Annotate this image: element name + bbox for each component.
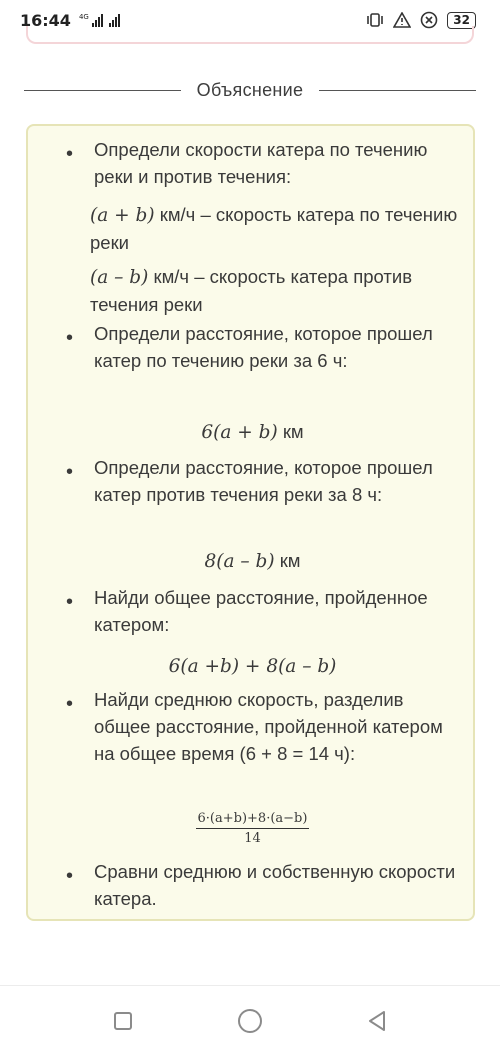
signal-icon-2 — [109, 14, 120, 27]
step-5-text: Найди среднюю скорость, разделив общее расстояние, пройденной катером на общее время (6 + 8 = 14 ч): — [94, 689, 443, 764]
home-button[interactable] — [230, 1001, 270, 1041]
step-3-text: Определи расстояние, которое прошел катер против течения реки за 8 ч: — [94, 457, 433, 505]
step-1a-text: км/ч – скорость катера по течению реки — [90, 204, 458, 253]
bullet-icon: • — [66, 143, 74, 165]
triangle-back-icon — [366, 1009, 388, 1033]
step-5-fraction — [28, 811, 477, 846]
step-4-formula — [28, 653, 477, 680]
divider-line-right — [319, 90, 476, 91]
explanation-divider — [24, 78, 476, 102]
fraction — [196, 811, 310, 846]
step-3-unit: км — [279, 550, 301, 571]
fraction-numerator: 6·(a+b)+8·(a−b) — [196, 811, 310, 829]
step-1b-expression: (a – b) — [90, 267, 149, 288]
circle-icon — [236, 1007, 264, 1035]
battery-indicator: 32 — [447, 12, 476, 29]
clock: 16:44 — [20, 10, 71, 30]
fraction-denominator: 14 — [244, 831, 261, 846]
step-3-formula — [28, 548, 477, 575]
bullet-icon: • — [66, 693, 74, 715]
bullet-icon: • — [66, 461, 74, 483]
step-4-text: Найди общее расстояние, пройденное катером: — [94, 587, 428, 635]
step-6-text: Сравни среднюю и собственную скорости катера. — [94, 861, 456, 909]
step-1a-expression: (a + b) — [90, 205, 155, 226]
divider-label: Объяснение — [196, 79, 304, 100]
navigation-bar — [0, 985, 500, 1055]
network-type: 4G — [78, 12, 89, 21]
divider-line-left — [24, 90, 181, 91]
bullet-icon: • — [66, 327, 74, 349]
step-1-sub-b — [90, 263, 470, 318]
step-3-expression: 8(a – b) — [204, 551, 275, 572]
square-icon — [112, 1010, 134, 1032]
step-2-expression: 6(a + b) — [201, 422, 278, 443]
recent-apps-button[interactable] — [103, 1001, 143, 1041]
step-1b-text: км/ч – скорость катера против течения реки — [90, 266, 413, 315]
signal-icon — [92, 14, 103, 27]
explanation-card — [26, 124, 475, 921]
previous-card-edge — [26, 26, 474, 44]
bullet-icon: • — [66, 865, 74, 887]
step-2-formula — [28, 419, 477, 446]
step-2-unit: км — [282, 421, 304, 442]
step-1-sub-a — [90, 201, 470, 256]
step-4-expression: 6(a +b) + 8(a – b) — [168, 656, 337, 677]
network-indicator — [79, 14, 120, 27]
back-button[interactable] — [357, 1001, 397, 1041]
step-2-text: Определи расстояние, которое прошел катер по течению реки за 6 ч: — [94, 323, 433, 371]
bullet-icon: • — [66, 591, 74, 613]
step-1-text: Определи скорости катера по течению реки и против течения: — [94, 139, 428, 187]
